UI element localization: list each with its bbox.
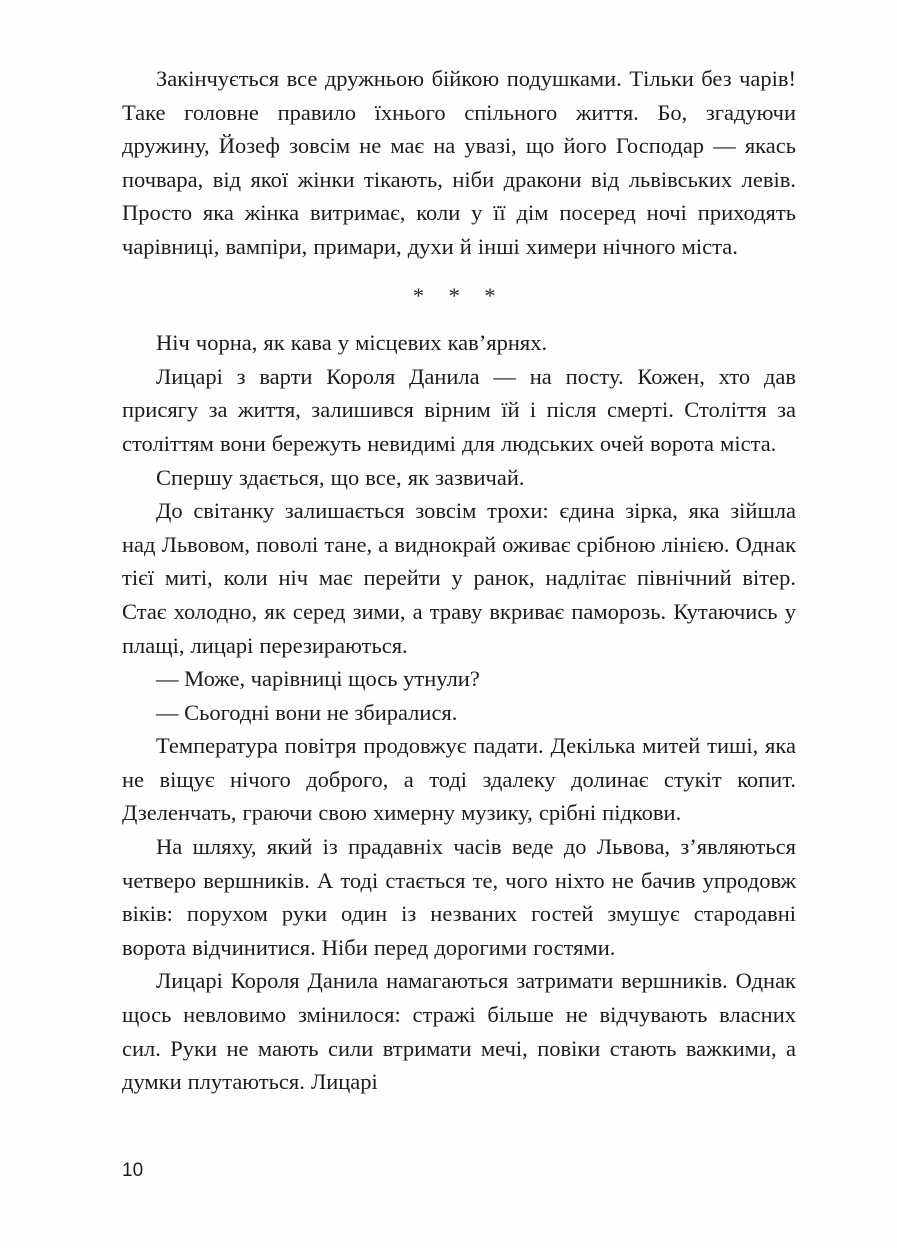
section-divider: * * *: [412, 282, 506, 308]
paragraph-2: Ніч чорна, як кава у місцевих кав’ярнях.: [156, 330, 548, 356]
paragraph-1: Закінчується все дружньою бійкою подушками. Тільки без чарів! Таке головне правило їхнього спільного життя. Бо, згадуючи дружину, Йозеф зовсім не має на увазі, що його Господар — якась почвара, від якої жінки тікають, ніби дракони від львівських левів. Просто яка жінка витримає, коли у її дім посеред ночі приходять чарівниці, вампіри, примари, духи й інші химери нічного міста.: [122, 66, 796, 259]
dialogue-line-1: — Може, чарівниці щось утнули?: [156, 666, 480, 692]
paragraph-7: На шляху, який із прадавніх часів веде до Львова, з’являються четверо вершників. А тоді стається те, чого ніхто не бачив упродовж віків: порухом руки один із незваних гостей змушує стародавні ворота відчинитися. Ніби перед дорогими гостями.: [122, 834, 796, 960]
paragraph-5: До світанку залишається зовсім трохи: єдина зірка, яка зійшла над Львовом, поволі тане, а виднокрай оживає срібною лінією. Однак тієї миті, коли ніч має перейти у ранок, надлітає північний вітер. Стає холодно, як серед зими, а траву вкриває паморозь. Кутаючись у плащі, лицарі перезираються.: [122, 498, 796, 658]
paragraph-4: Спершу здається, що все, як зазвичай.: [156, 464, 525, 490]
page-number: 10: [122, 1160, 144, 1181]
paragraph-8: Лицарі Короля Данила намагаються затримати вершників. Однак щось невловимо змінилося: стражі більше не відчувають власних сил. Руки не мають сили втримати мечі, повіки стають важкими, а думки плутаються. Лицарі: [122, 968, 796, 1095]
dialogue-line-2: — Сьогодні вони не збиралися.: [156, 699, 458, 725]
paragraph-3: Лицарі з варти Короля Данила — на посту. Кожен, хто дав присягу за життя, залишився вірним їй і після смерті. Століття за століттям вони бережуть невидимі для людських очей ворота міста.: [122, 363, 796, 456]
paragraph-6: Температура повітря продовжує падати. Декілька митей тиші, яка не віщує нічого доброго, а тоді здалеку долинає стукіт копит. Дзеленчать, граючи свою химерну музику, срібні підкови.: [122, 733, 796, 826]
text-column: [122, 62, 796, 1099]
